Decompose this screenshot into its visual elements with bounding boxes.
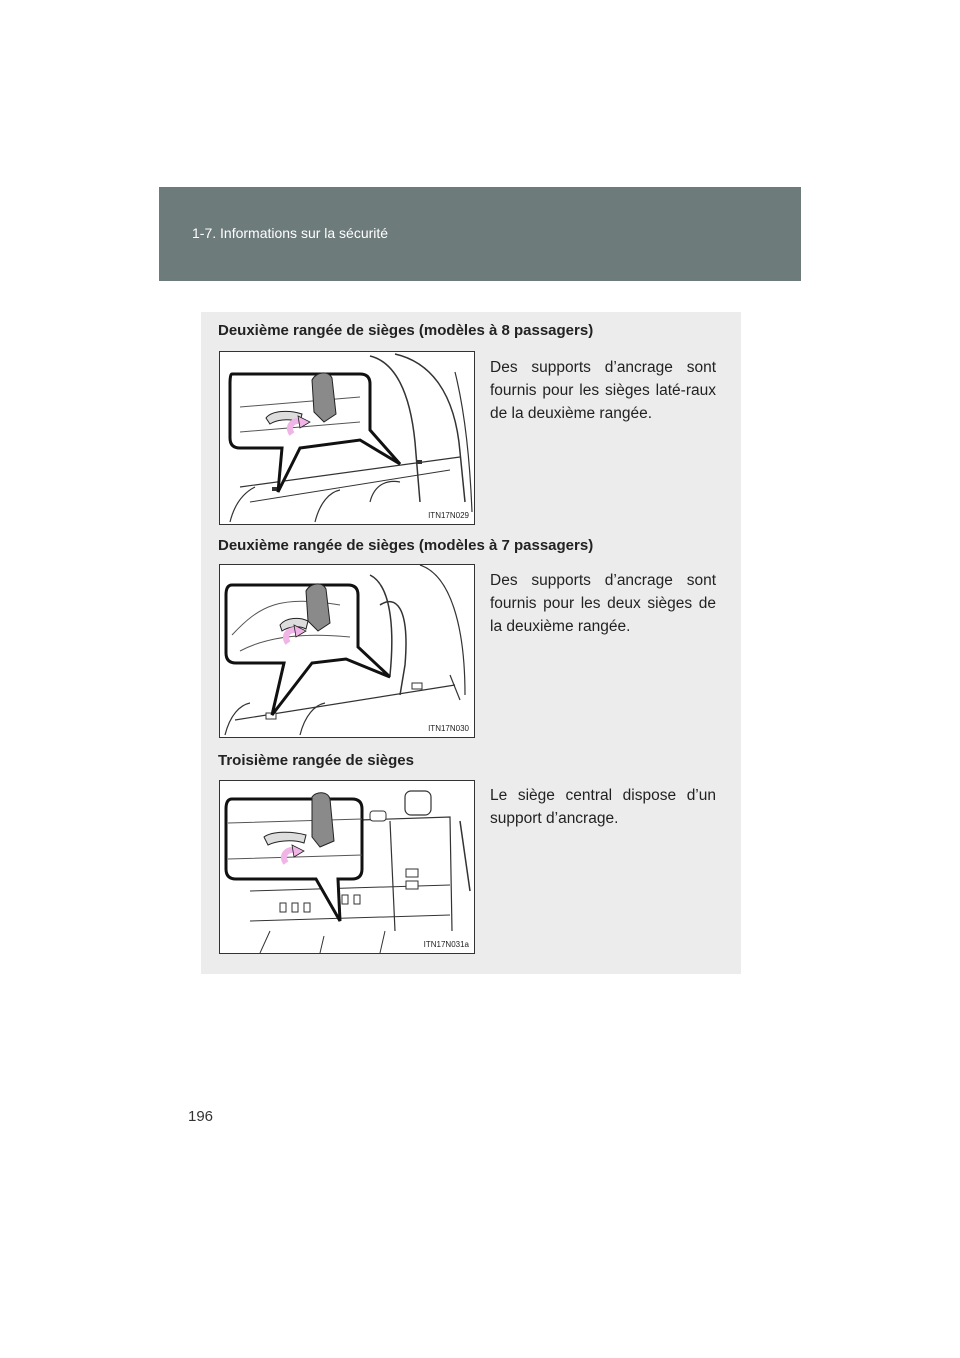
illustration-anchor-third-row xyxy=(219,780,475,954)
illustration-anchor-second-row-8 xyxy=(219,351,475,525)
block-heading: Deuxième rangée de sièges (modèles à 7 passagers) xyxy=(218,537,594,554)
block-heading: Troisième rangée de sièges xyxy=(218,752,414,769)
content-box xyxy=(201,312,741,974)
block-description: Le siège central dispose d’un support d’ancrage. xyxy=(490,787,716,827)
page-number: 196 xyxy=(188,1108,214,1125)
figure-code: ITN17N031a xyxy=(423,940,469,949)
block-description: Des supports d’ancrage sont fournis pour les deux sièges de la deuxième rangée. xyxy=(490,572,716,635)
figure-code: ITN17N029 xyxy=(428,511,469,520)
section-title: 1-7. Informations sur la sécurité xyxy=(192,225,389,241)
figure-code: ITN17N030 xyxy=(428,724,469,733)
block-description: Des supports d’ancrage sont fournis pour les sièges laté-raux de la deuxième rangée. xyxy=(490,359,716,422)
illustration-anchor-second-row-7 xyxy=(219,564,475,738)
block-heading: Deuxième rangée de sièges (modèles à 8 passagers) xyxy=(218,322,594,339)
header-band xyxy=(159,187,801,281)
